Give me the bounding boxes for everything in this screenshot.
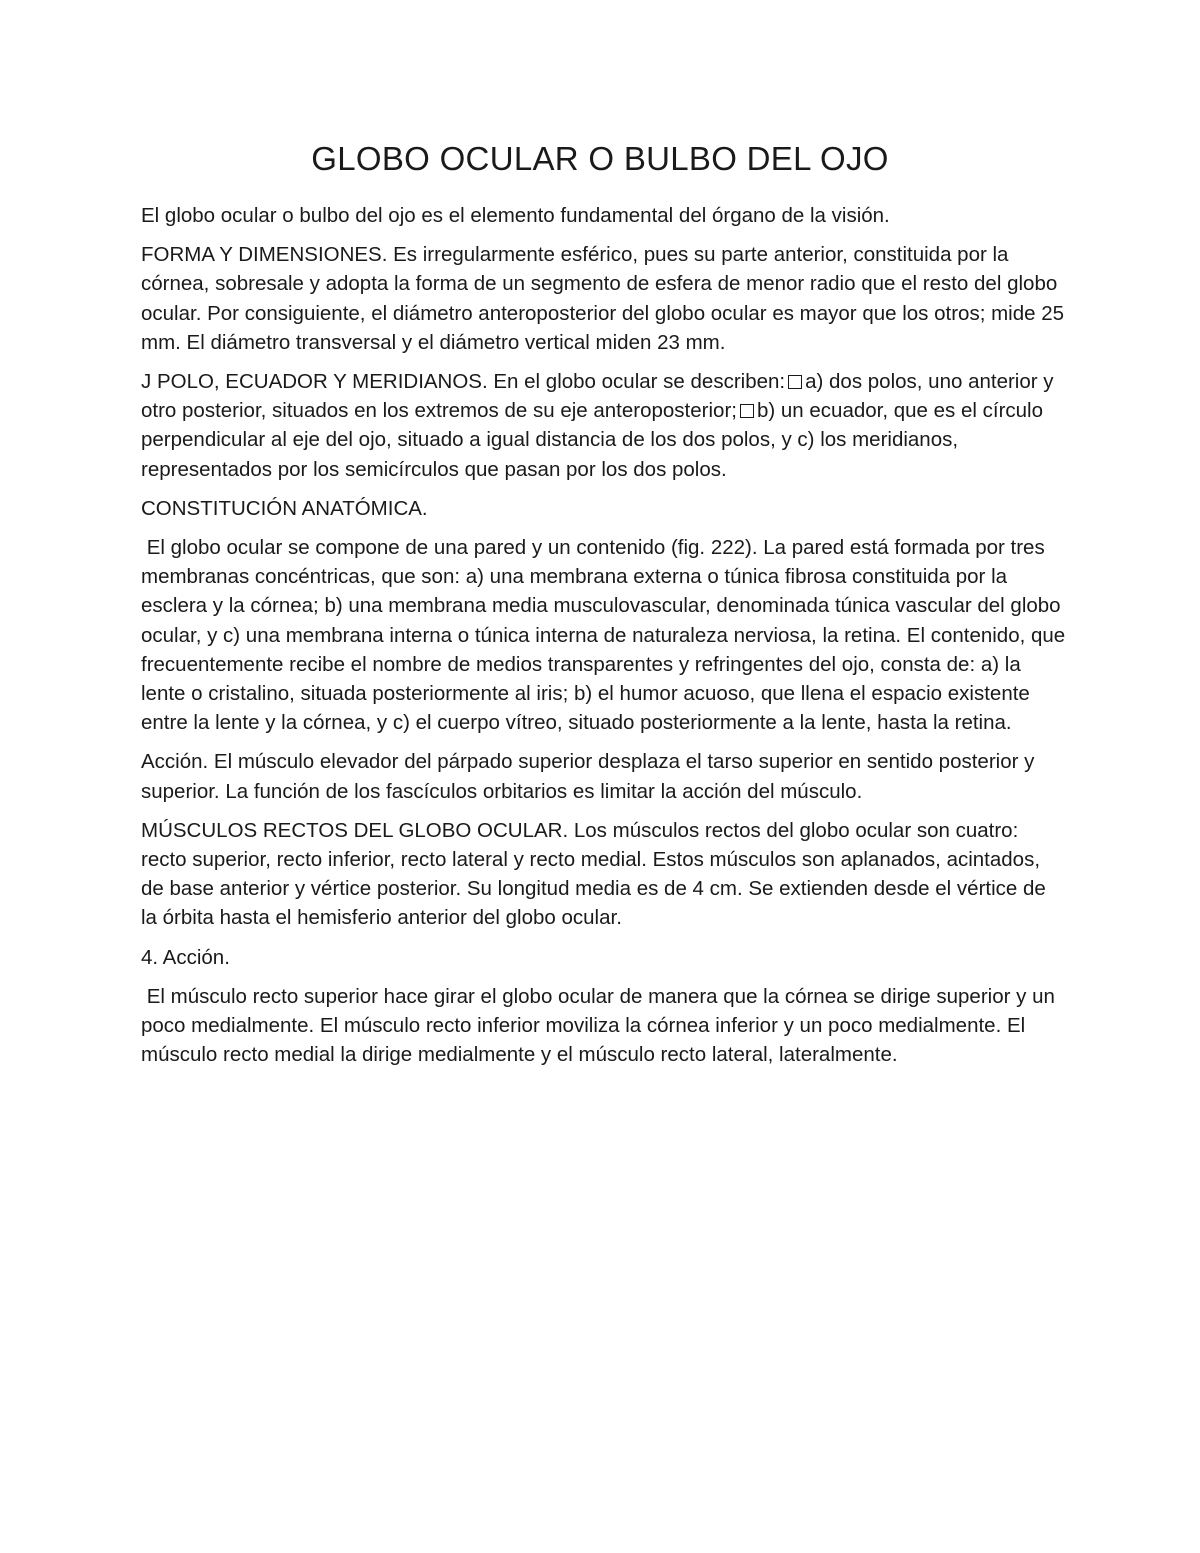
accion-4-paragraph: El músculo recto superior hace girar el globo ocular de manera que la córnea se dirige superior y un poco medialmente. El músculo recto inferior moviliza la córnea inferior y un poco medialmente. El músculo recto medial la dirige medialmente y el músculo recto lateral, lateralmente. [141,984,1061,1067]
constitucion-paragraph: El globo ocular se compone de una pared y un contenido (fig. 222). La pared está formada por tres membranas concéntricas, que son: a) una membrana externa o túnica fibrosa constituida por la esclera y la córnea; b) una membrana media musculovascular, denominada túnica vascular del globo ocular, y c) una membrana interna o túnica interna de naturaleza nerviosa, la retina. El contenido, que frecuentemente recibe el nombre de medios transparentes y refringentes del ojo, consta de: a) la lente o cristalino, situada posteriormente al iris; b) el humor acuoso, que llena el espacio existente entre la lente y la córnea, y c) el cuerpo vítreo, situado posteriormente a la lente, hasta la retina. [141,536,1071,735]
forma-paragraph: FORMA Y DIMENSIONES. Es irregularmente esférico, pues su parte anterior, constituida por la córnea, sobresale y adopta la forma de un segmento de esfera de menor radio que el resto del globo ocular. Por consiguiente, el diámetro anteroposterior del globo ocular es mayor que los otros; mide 25 mm. El diámetro transversal y el diámetro vertical miden 23 mm. [141,243,1065,354]
constitucion-heading: CONSTITUCIÓN ANATÓMICA. [141,496,428,520]
checkbox-square-icon [740,404,754,418]
checkbox-square-icon [788,375,802,389]
document-title: GLOBO OCULAR O BULBO DEL OJO [311,140,889,177]
accion-paragraph: Acción. El músculo elevador del párpado superior desplaza el tarso superior en sentido posterior y superior. La función de los fascículos orbitarios es limitar la acción del músculo. [141,750,1035,803]
polo-text-a: J POLO, ECUADOR Y MERIDIANOS. En el globo ocular se describen: [141,370,786,394]
document-body [141,201,1071,1079]
accion-4-heading: 4. Acción. [141,945,230,969]
polo-paragraph [141,367,1066,484]
polo-text-b: a) dos polos, uno anterior y otro posterior, situados en los extremos de su eje anteroposterior; [141,370,1054,423]
musculos-paragraph: MÚSCULOS RECTOS DEL GLOBO OCULAR. Los músculos rectos del globo ocular son cuatro: recto superior, recto inferior, recto lateral y recto medial. Estos músculos son aplanados, acintados, de base anterior y vértice posterior. Su longitud media es de 4 cm. Se extienden desde el vértice de la órbita hasta el hemisferio anterior del globo ocular. [141,818,1046,930]
polo-text-c: b) un ecuador, que es el círculo perpendicular al eje del ojo, situado a igual distancia de los dos polos, y c) los meridianos, representados por los semicírculos que pasan por los dos polos. [141,399,1044,481]
intro-paragraph: El globo ocular o bulbo del ojo es el elemento fundamental del órgano de la visión. [141,204,890,227]
